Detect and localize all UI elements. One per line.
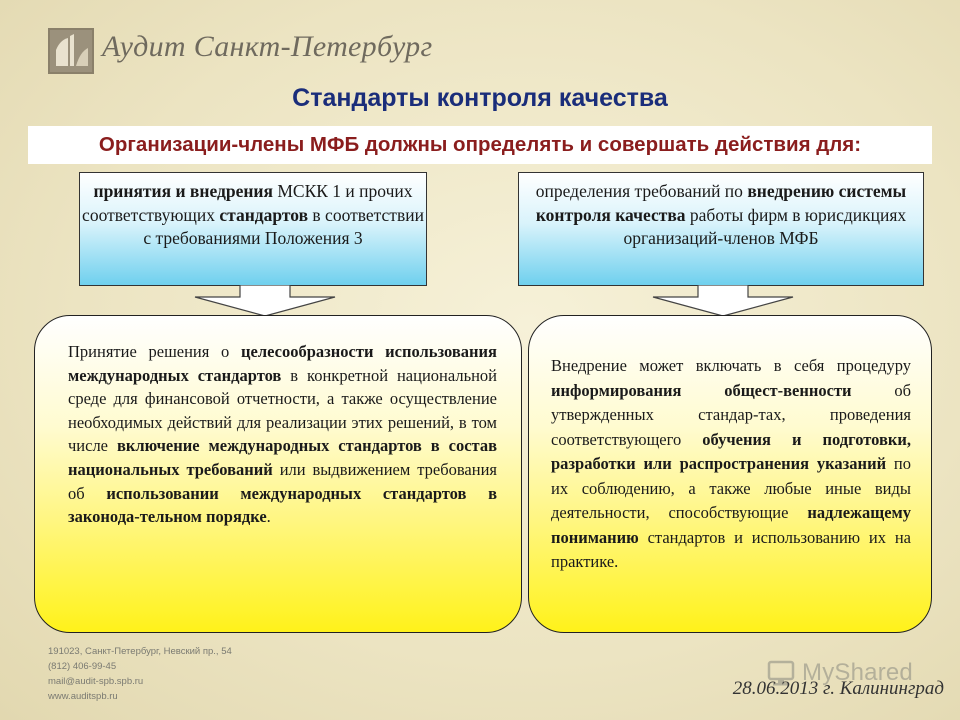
page-subtitle: Организации-члены МФБ должны определять и совершать действия для: — [28, 126, 932, 164]
right-bubble-text-1: Внедрение может включать в себя процедуру — [551, 356, 911, 375]
footer-contacts — [48, 644, 232, 704]
right-box-text-1: определения требований по — [535, 181, 748, 201]
logo-icon — [48, 28, 94, 74]
left-explanation-bubble — [34, 315, 522, 633]
right-bubble-text-2: об утвержденных стандар-тах, проведения соответствующего — [551, 380, 911, 449]
presentation-date: 28.06.2013 г. Калининград — [732, 678, 944, 699]
footer-email[interactable]: mail@audit-spb.spb.ru — [48, 676, 144, 687]
right-explanation-bubble — [528, 315, 932, 633]
left-bubble-text-3: или выдвижением требования об — [68, 459, 498, 503]
page-title: Стандарты контроля качества — [292, 84, 668, 112]
down-arrow-icon — [643, 285, 803, 317]
left-bubble-bold-1: целесообразности использования международных стандартов — [68, 342, 497, 385]
left-box-text-1: МСКК 1 и прочих соответствующих — [82, 181, 413, 225]
right-bubble-bold-1: информирования общест-венности — [551, 380, 852, 400]
right-requirement-box — [518, 172, 924, 286]
left-box-text-2: в соответствии с требованиями Положения 3 — [143, 204, 424, 248]
left-bubble-bold-3: использовании международных стандартов в законода-тельном порядке — [68, 483, 497, 527]
right-bubble-bold-2: обучения и подготовки, разработки или распространения указаний — [551, 429, 911, 473]
right-box-text-2: работы фирм в юрисдикциях организаций-членов МФБ — [623, 204, 907, 248]
right-box-bold-1: внедрению системы контроля качества — [535, 181, 907, 225]
left-bubble-bold-2: включение международных стандартов в состав национальных требований — [68, 436, 497, 479]
right-bubble-text-3: по их соблюдению, а также любые иные виды деятельности, способствующие — [551, 454, 911, 522]
watermark-text: MyShared — [802, 659, 913, 686]
brand-name: Аудит Санкт-Петербург — [102, 30, 433, 63]
footer-site[interactable]: www.auditspb.ru — [48, 691, 118, 702]
footer-phone: (812) 406-99-45 — [48, 661, 117, 672]
footer-address: 191023, Санкт-Петербург, Невский пр., 54 — [48, 646, 232, 657]
left-bubble-text-1: Принятие решения о — [68, 342, 242, 361]
down-arrow-icon — [185, 285, 345, 317]
left-box-bold-1: принятия и внедрения — [93, 181, 273, 201]
left-bubble-text-4: . — [266, 507, 271, 527]
right-bubble-bold-3: надлежащему пониманию — [551, 503, 911, 547]
left-requirement-box — [79, 172, 427, 286]
right-bubble-text-4: стандартов и использованию их на практике. — [551, 527, 911, 571]
left-box-bold-2: стандартов — [219, 204, 309, 225]
left-bubble-text-2: в конкретной национальной среде для финансовой отчетности, а также осуществление необходимых действий для реализации этих решений, в том числе — [68, 365, 497, 456]
